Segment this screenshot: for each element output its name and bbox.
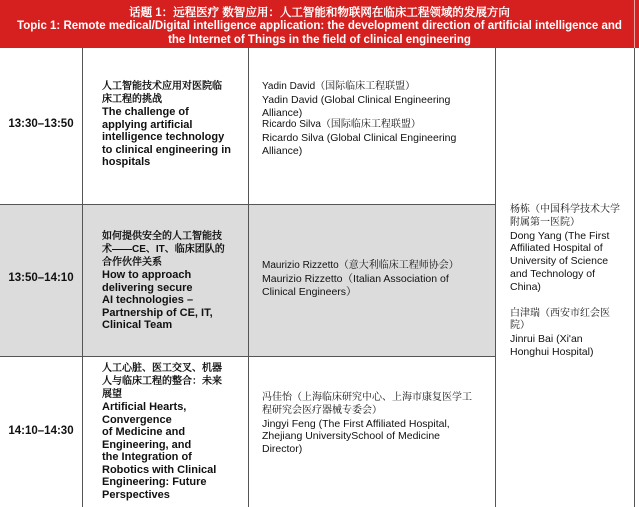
column-divider	[634, 48, 635, 507]
topic-header	[0, 0, 639, 48]
session-topic	[102, 362, 244, 501]
session-speakers: Maurizio Rizzetto（意大利临床工程师协会） Maurizio Rizzetto（Italian Association of Clinical Engineers）	[262, 260, 459, 298]
topic-title-en-line-2: the Internet of Things in the field of clinical engineering	[168, 33, 471, 46]
topic-title-en-line-1: Topic 1: Remote medical/Digital intelligence application: the development direction of artificial intelligence and	[17, 20, 622, 32]
topic-cn: 人工智能技术应用对医院临 床工程的挑战	[102, 81, 222, 105]
topic-en: The challenge of applying artificial intelligence technology to clinical engineering in hospitals	[102, 106, 231, 168]
topic-title-cn: 话题 1：远程医疗 数智应用：人工智能和物联网在临床工程领域的发展方向	[129, 7, 510, 19]
session-topic	[102, 80, 244, 169]
session-time: 14:10–14:30	[8, 425, 74, 437]
topic-cn: 如何提供安全的人工智能技 术——CE、IT、临床团队的 合作伙伴关系	[102, 231, 225, 268]
session-speakers: 冯佳怡（上海临床研究中心、上海市康复医学工 程研究会医疗器械专委会） Jingyi Feng (The First Affiliated Hospital, Zhejiang UniversitySchool of Medicine Director)	[262, 392, 472, 456]
topic-en: Artificial Hearts, Convergence of Medicine and Engineering, and the Integration of Robotics with Clinical Engineering: Future Perspectives	[102, 401, 217, 501]
schedule-table	[0, 48, 639, 507]
session-speakers: Yadin David（国际临床工程联盟） Yadin David (Global Clinical Engineering Alliance) Ricardo Silva（国际临床工程联盟） Ricardo Silva (Global Clinical Engineering Alliance)	[262, 81, 457, 157]
session-time: 13:30–13:50	[8, 118, 74, 130]
column-divider	[248, 48, 249, 507]
topic-en: How to approach delivering secure AI technologies – Partnership of CE, IT, Clinical Team	[102, 269, 213, 331]
session-time: 13:50–14:10	[8, 272, 74, 284]
topic-cn: 人工心脏、医工交叉、机器 人与临床工程的整合：未来 展望	[102, 363, 222, 400]
session-moderators: 杨栋（中国科学技术大学 附属第一医院） Dong Yang (The First Affiliated Hospital of University of Science and Technology of China) 白津瑞（西安市红会医 院） Jinrui Bai (Xi'an Honghui Hospital)	[510, 204, 620, 358]
row-divider	[0, 356, 495, 357]
column-divider	[82, 48, 83, 507]
header-edge	[634, 0, 635, 48]
row-divider	[0, 204, 495, 205]
session-topic	[102, 230, 244, 332]
column-divider	[495, 48, 496, 507]
